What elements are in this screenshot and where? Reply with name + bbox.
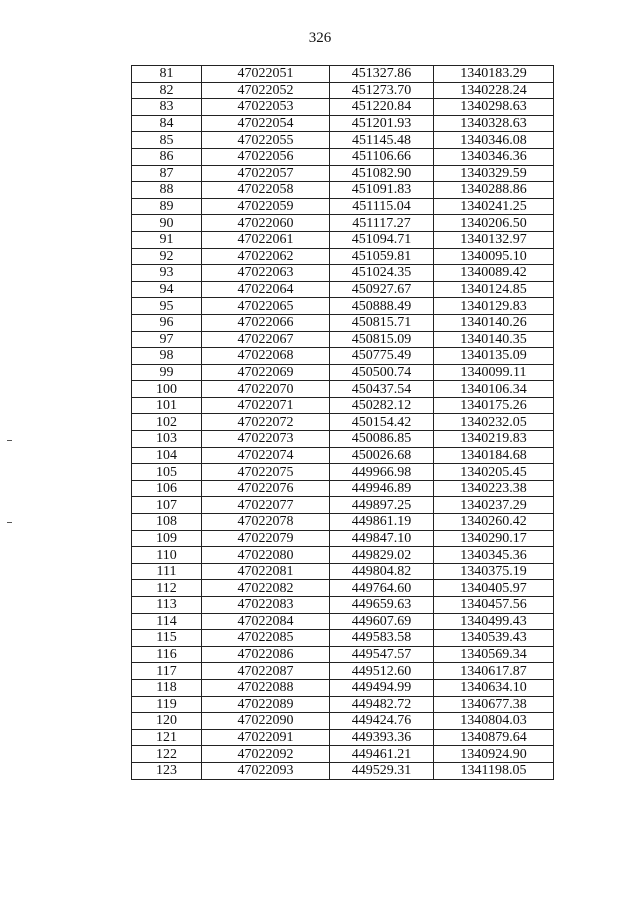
y-coordinate-cell: 1340184.68 bbox=[434, 447, 554, 464]
point-number-cell: 118 bbox=[132, 679, 202, 696]
y-coordinate-cell: 1340132.97 bbox=[434, 231, 554, 248]
x-coordinate-cell: 449847.10 bbox=[330, 530, 434, 547]
point-id-cell: 47022085 bbox=[202, 630, 330, 647]
point-number-cell: 83 bbox=[132, 99, 202, 116]
x-coordinate-cell: 450086.85 bbox=[330, 431, 434, 448]
x-coordinate-cell: 449424.76 bbox=[330, 713, 434, 730]
x-coordinate-cell: 449607.69 bbox=[330, 613, 434, 630]
table-row bbox=[132, 547, 554, 564]
point-id-cell: 47022074 bbox=[202, 447, 330, 464]
point-id-cell: 47022083 bbox=[202, 597, 330, 614]
point-number-cell: 119 bbox=[132, 696, 202, 713]
page-number: 326 bbox=[308, 30, 332, 46]
point-number-cell: 95 bbox=[132, 298, 202, 315]
table-row bbox=[132, 348, 554, 365]
point-id-cell: 47022058 bbox=[202, 182, 330, 199]
table-row bbox=[132, 447, 554, 464]
point-id-cell: 47022060 bbox=[202, 215, 330, 232]
table-row bbox=[132, 231, 554, 248]
point-number-cell: 101 bbox=[132, 397, 202, 414]
table-row bbox=[132, 165, 554, 182]
margin-mark bbox=[7, 522, 12, 523]
x-coordinate-cell: 451145.48 bbox=[330, 132, 434, 149]
point-id-cell: 47022072 bbox=[202, 414, 330, 431]
y-coordinate-cell: 1340617.87 bbox=[434, 663, 554, 680]
table-row bbox=[132, 679, 554, 696]
point-id-cell: 47022080 bbox=[202, 547, 330, 564]
x-coordinate-cell: 451106.66 bbox=[330, 148, 434, 165]
x-coordinate-cell: 449547.57 bbox=[330, 646, 434, 663]
point-number-cell: 121 bbox=[132, 729, 202, 746]
x-coordinate-cell: 451327.86 bbox=[330, 66, 434, 83]
point-id-cell: 47022059 bbox=[202, 198, 330, 215]
x-coordinate-cell: 449804.82 bbox=[330, 563, 434, 580]
x-coordinate-cell: 449946.89 bbox=[330, 480, 434, 497]
point-number-cell: 89 bbox=[132, 198, 202, 215]
x-coordinate-cell: 449659.63 bbox=[330, 597, 434, 614]
table-row bbox=[132, 148, 554, 165]
table-row bbox=[132, 215, 554, 232]
point-id-cell: 47022075 bbox=[202, 464, 330, 481]
point-number-cell: 123 bbox=[132, 762, 202, 779]
point-id-cell: 47022062 bbox=[202, 248, 330, 265]
table-row bbox=[132, 514, 554, 531]
y-coordinate-cell: 1340346.08 bbox=[434, 132, 554, 149]
y-coordinate-cell: 1340241.25 bbox=[434, 198, 554, 215]
y-coordinate-cell: 1340140.26 bbox=[434, 314, 554, 331]
table-row bbox=[132, 298, 554, 315]
x-coordinate-cell: 451024.35 bbox=[330, 265, 434, 282]
y-coordinate-cell: 1340175.26 bbox=[434, 397, 554, 414]
point-number-cell: 84 bbox=[132, 115, 202, 132]
table-row bbox=[132, 198, 554, 215]
table-row bbox=[132, 696, 554, 713]
y-coordinate-cell: 1340677.38 bbox=[434, 696, 554, 713]
coordinates-table bbox=[131, 65, 554, 780]
y-coordinate-cell: 1340219.83 bbox=[434, 431, 554, 448]
x-coordinate-cell: 449482.72 bbox=[330, 696, 434, 713]
x-coordinate-cell: 449494.99 bbox=[330, 679, 434, 696]
table-row bbox=[132, 364, 554, 381]
point-id-cell: 47022069 bbox=[202, 364, 330, 381]
point-number-cell: 116 bbox=[132, 646, 202, 663]
point-number-cell: 100 bbox=[132, 381, 202, 398]
point-number-cell: 94 bbox=[132, 281, 202, 298]
point-number-cell: 103 bbox=[132, 431, 202, 448]
x-coordinate-cell: 449764.60 bbox=[330, 580, 434, 597]
y-coordinate-cell: 1340499.43 bbox=[434, 613, 554, 630]
y-coordinate-cell: 1340089.42 bbox=[434, 265, 554, 282]
point-id-cell: 47022061 bbox=[202, 231, 330, 248]
point-id-cell: 47022064 bbox=[202, 281, 330, 298]
point-number-cell: 105 bbox=[132, 464, 202, 481]
margin-mark bbox=[7, 440, 12, 441]
y-coordinate-cell: 1340405.97 bbox=[434, 580, 554, 597]
table-row bbox=[132, 497, 554, 514]
table-row bbox=[132, 182, 554, 199]
y-coordinate-cell: 1340457.56 bbox=[434, 597, 554, 614]
point-number-cell: 99 bbox=[132, 364, 202, 381]
x-coordinate-cell: 449461.21 bbox=[330, 746, 434, 763]
y-coordinate-cell: 1340206.50 bbox=[434, 215, 554, 232]
table-row bbox=[132, 597, 554, 614]
y-coordinate-cell: 1340329.59 bbox=[434, 165, 554, 182]
x-coordinate-cell: 450154.42 bbox=[330, 414, 434, 431]
point-id-cell: 47022055 bbox=[202, 132, 330, 149]
point-id-cell: 47022066 bbox=[202, 314, 330, 331]
table-row bbox=[132, 281, 554, 298]
y-coordinate-cell: 1340290.17 bbox=[434, 530, 554, 547]
point-number-cell: 117 bbox=[132, 663, 202, 680]
x-coordinate-cell: 450815.09 bbox=[330, 331, 434, 348]
point-number-cell: 86 bbox=[132, 148, 202, 165]
x-coordinate-cell: 449966.98 bbox=[330, 464, 434, 481]
y-coordinate-cell: 1340879.64 bbox=[434, 729, 554, 746]
x-coordinate-cell: 449583.58 bbox=[330, 630, 434, 647]
table-row bbox=[132, 480, 554, 497]
y-coordinate-cell: 1340346.36 bbox=[434, 148, 554, 165]
y-coordinate-cell: 1340124.85 bbox=[434, 281, 554, 298]
y-coordinate-cell: 1340095.10 bbox=[434, 248, 554, 265]
x-coordinate-cell: 450500.74 bbox=[330, 364, 434, 381]
y-coordinate-cell: 1340232.05 bbox=[434, 414, 554, 431]
table-row bbox=[132, 646, 554, 663]
x-coordinate-cell: 450282.12 bbox=[330, 397, 434, 414]
x-coordinate-cell: 451115.04 bbox=[330, 198, 434, 215]
point-number-cell: 115 bbox=[132, 630, 202, 647]
point-id-cell: 47022088 bbox=[202, 679, 330, 696]
y-coordinate-cell: 1340634.10 bbox=[434, 679, 554, 696]
point-id-cell: 47022082 bbox=[202, 580, 330, 597]
y-coordinate-cell: 1340569.34 bbox=[434, 646, 554, 663]
point-number-cell: 108 bbox=[132, 514, 202, 531]
x-coordinate-cell: 449897.25 bbox=[330, 497, 434, 514]
table-row bbox=[132, 314, 554, 331]
point-id-cell: 47022065 bbox=[202, 298, 330, 315]
point-id-cell: 47022087 bbox=[202, 663, 330, 680]
table-row bbox=[132, 265, 554, 282]
table-row bbox=[132, 66, 554, 83]
point-number-cell: 110 bbox=[132, 547, 202, 564]
point-number-cell: 111 bbox=[132, 563, 202, 580]
point-id-cell: 47022057 bbox=[202, 165, 330, 182]
point-number-cell: 97 bbox=[132, 331, 202, 348]
point-number-cell: 96 bbox=[132, 314, 202, 331]
x-coordinate-cell: 450815.71 bbox=[330, 314, 434, 331]
point-number-cell: 113 bbox=[132, 597, 202, 614]
point-id-cell: 47022067 bbox=[202, 331, 330, 348]
point-id-cell: 47022086 bbox=[202, 646, 330, 663]
point-id-cell: 47022052 bbox=[202, 82, 330, 99]
x-coordinate-cell: 450437.54 bbox=[330, 381, 434, 398]
x-coordinate-cell: 451082.90 bbox=[330, 165, 434, 182]
table-row bbox=[132, 746, 554, 763]
x-coordinate-cell: 449861.19 bbox=[330, 514, 434, 531]
point-id-cell: 47022090 bbox=[202, 713, 330, 730]
x-coordinate-cell: 449829.02 bbox=[330, 547, 434, 564]
point-number-cell: 114 bbox=[132, 613, 202, 630]
x-coordinate-cell: 450775.49 bbox=[330, 348, 434, 365]
y-coordinate-cell: 1340205.45 bbox=[434, 464, 554, 481]
y-coordinate-cell: 1340260.42 bbox=[434, 514, 554, 531]
y-coordinate-cell: 1340106.34 bbox=[434, 381, 554, 398]
table-row bbox=[132, 464, 554, 481]
point-number-cell: 88 bbox=[132, 182, 202, 199]
table-row bbox=[132, 82, 554, 99]
point-number-cell: 81 bbox=[132, 66, 202, 83]
point-number-cell: 122 bbox=[132, 746, 202, 763]
point-number-cell: 98 bbox=[132, 348, 202, 365]
x-coordinate-cell: 449512.60 bbox=[330, 663, 434, 680]
x-coordinate-cell: 451091.83 bbox=[330, 182, 434, 199]
y-coordinate-cell: 1340228.24 bbox=[434, 82, 554, 99]
table-row bbox=[132, 115, 554, 132]
table-row bbox=[132, 613, 554, 630]
y-coordinate-cell: 1340345.36 bbox=[434, 547, 554, 564]
y-coordinate-cell: 1340288.86 bbox=[434, 182, 554, 199]
point-number-cell: 87 bbox=[132, 165, 202, 182]
table-row bbox=[132, 713, 554, 730]
x-coordinate-cell: 449529.31 bbox=[330, 762, 434, 779]
point-number-cell: 93 bbox=[132, 265, 202, 282]
table-row bbox=[132, 132, 554, 149]
table-row bbox=[132, 530, 554, 547]
point-id-cell: 47022068 bbox=[202, 348, 330, 365]
x-coordinate-cell: 449393.36 bbox=[330, 729, 434, 746]
y-coordinate-cell: 1340539.43 bbox=[434, 630, 554, 647]
y-coordinate-cell: 1340375.19 bbox=[434, 563, 554, 580]
point-id-cell: 47022053 bbox=[202, 99, 330, 116]
x-coordinate-cell: 451094.71 bbox=[330, 231, 434, 248]
point-id-cell: 47022077 bbox=[202, 497, 330, 514]
table-row bbox=[132, 563, 554, 580]
table-row bbox=[132, 248, 554, 265]
point-id-cell: 47022054 bbox=[202, 115, 330, 132]
y-coordinate-cell: 1340223.38 bbox=[434, 480, 554, 497]
point-number-cell: 104 bbox=[132, 447, 202, 464]
point-id-cell: 47022056 bbox=[202, 148, 330, 165]
table-row bbox=[132, 580, 554, 597]
y-coordinate-cell: 1340237.29 bbox=[434, 497, 554, 514]
y-coordinate-cell: 1340135.09 bbox=[434, 348, 554, 365]
point-id-cell: 47022084 bbox=[202, 613, 330, 630]
point-id-cell: 47022078 bbox=[202, 514, 330, 531]
point-id-cell: 47022071 bbox=[202, 397, 330, 414]
point-id-cell: 47022093 bbox=[202, 762, 330, 779]
point-number-cell: 107 bbox=[132, 497, 202, 514]
point-id-cell: 47022076 bbox=[202, 480, 330, 497]
point-number-cell: 90 bbox=[132, 215, 202, 232]
y-coordinate-cell: 1340129.83 bbox=[434, 298, 554, 315]
y-coordinate-cell: 1340804.03 bbox=[434, 713, 554, 730]
point-number-cell: 91 bbox=[132, 231, 202, 248]
point-id-cell: 47022051 bbox=[202, 66, 330, 83]
y-coordinate-cell: 1341198.05 bbox=[434, 762, 554, 779]
x-coordinate-cell: 451117.27 bbox=[330, 215, 434, 232]
point-number-cell: 120 bbox=[132, 713, 202, 730]
point-id-cell: 47022091 bbox=[202, 729, 330, 746]
x-coordinate-cell: 451059.81 bbox=[330, 248, 434, 265]
table-row bbox=[132, 414, 554, 431]
point-number-cell: 92 bbox=[132, 248, 202, 265]
table-body bbox=[132, 66, 554, 780]
x-coordinate-cell: 451201.93 bbox=[330, 115, 434, 132]
y-coordinate-cell: 1340183.29 bbox=[434, 66, 554, 83]
table-row bbox=[132, 99, 554, 116]
point-number-cell: 82 bbox=[132, 82, 202, 99]
table-row bbox=[132, 729, 554, 746]
table-row bbox=[132, 397, 554, 414]
point-id-cell: 47022081 bbox=[202, 563, 330, 580]
point-number-cell: 85 bbox=[132, 132, 202, 149]
x-coordinate-cell: 450888.49 bbox=[330, 298, 434, 315]
y-coordinate-cell: 1340924.90 bbox=[434, 746, 554, 763]
table-row bbox=[132, 630, 554, 647]
y-coordinate-cell: 1340328.63 bbox=[434, 115, 554, 132]
table-row bbox=[132, 663, 554, 680]
table-row bbox=[132, 331, 554, 348]
table-row bbox=[132, 431, 554, 448]
point-number-cell: 109 bbox=[132, 530, 202, 547]
point-id-cell: 47022079 bbox=[202, 530, 330, 547]
table-row bbox=[132, 381, 554, 398]
x-coordinate-cell: 451220.84 bbox=[330, 99, 434, 116]
y-coordinate-cell: 1340099.11 bbox=[434, 364, 554, 381]
table-row bbox=[132, 762, 554, 779]
point-number-cell: 106 bbox=[132, 480, 202, 497]
y-coordinate-cell: 1340140.35 bbox=[434, 331, 554, 348]
point-id-cell: 47022089 bbox=[202, 696, 330, 713]
point-number-cell: 112 bbox=[132, 580, 202, 597]
point-id-cell: 47022092 bbox=[202, 746, 330, 763]
point-id-cell: 47022070 bbox=[202, 381, 330, 398]
x-coordinate-cell: 451273.70 bbox=[330, 82, 434, 99]
point-id-cell: 47022063 bbox=[202, 265, 330, 282]
point-number-cell: 102 bbox=[132, 414, 202, 431]
x-coordinate-cell: 450927.67 bbox=[330, 281, 434, 298]
y-coordinate-cell: 1340298.63 bbox=[434, 99, 554, 116]
x-coordinate-cell: 450026.68 bbox=[330, 447, 434, 464]
point-id-cell: 47022073 bbox=[202, 431, 330, 448]
